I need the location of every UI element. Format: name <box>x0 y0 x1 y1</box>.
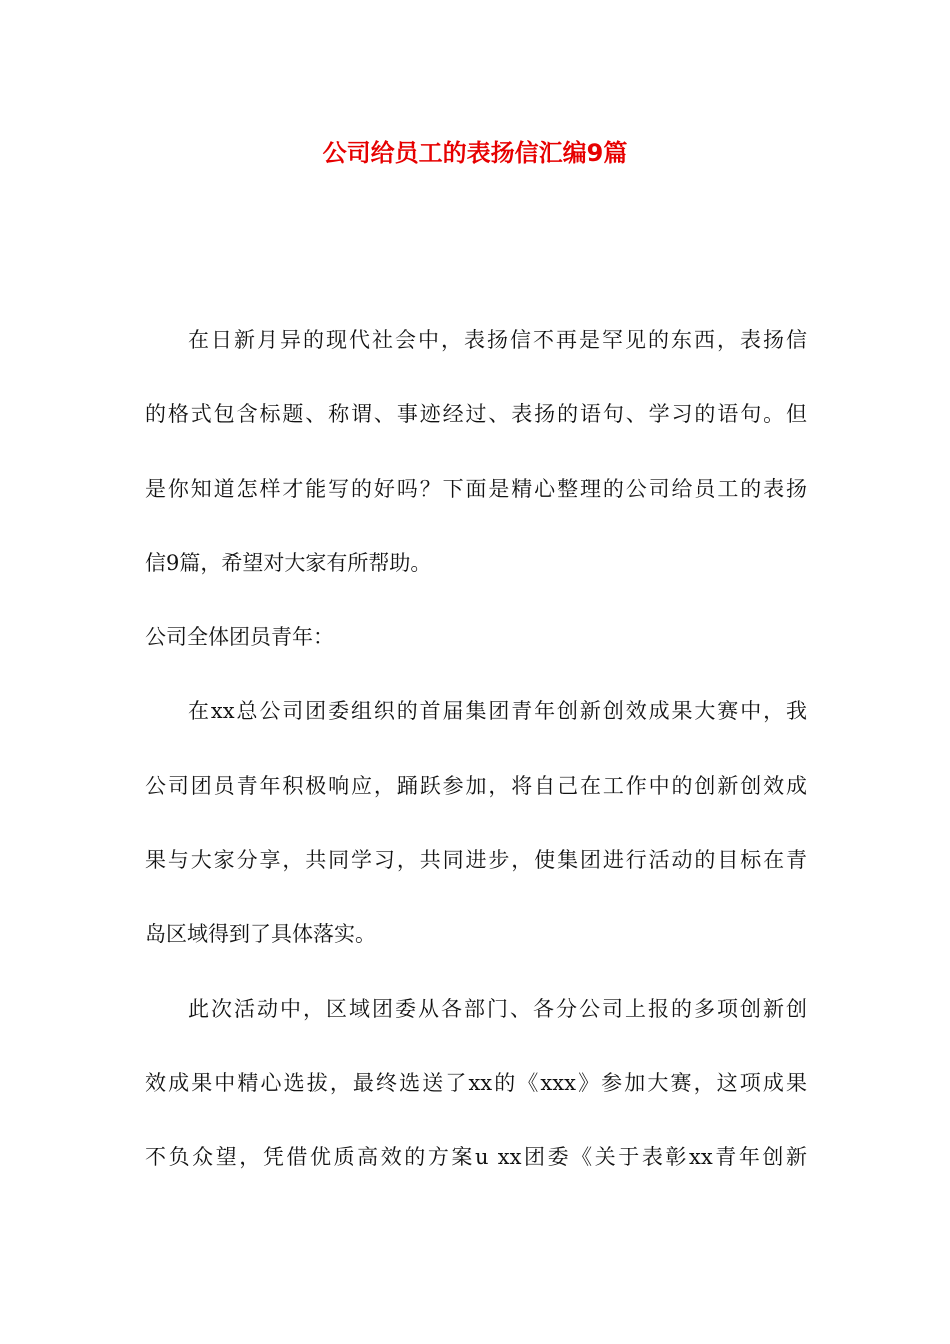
document-title: 公司给员工的表扬信汇编9篇 <box>322 139 628 167</box>
body-line: 公司团员青年积极响应，踊跃参加，将自己在工作中的创新创效成 <box>145 773 807 798</box>
body-line: 果与大家分享，共同学习，共同进步，使集团进行活动的目标在青 <box>145 848 807 873</box>
body-line: 公司全体团员青年： <box>145 625 334 650</box>
document-body <box>145 322 807 1214</box>
body-line: 信9篇，希望对大家有所帮助。 <box>145 550 432 575</box>
body-line: 在日新月异的现代社会中，表扬信不再是罕见的东西，表扬信 <box>188 328 807 352</box>
body-line: 在xx总公司团委组织的首届集团青年创新创效成果大赛中，我 <box>188 699 807 724</box>
body-line: 不负众望，凭借优质高效的方案u xx团委《关于表彰xx青年创新 <box>145 1145 807 1170</box>
body-line: 效成果中精心选拔，最终选送了xx的《xxx》参加大赛，这项成果 <box>145 1070 807 1095</box>
body-line: 的格式包含标题、称谓、事迹经过、表扬的语句、学习的语句。但 <box>145 402 807 427</box>
body-line: 岛区域得到了具体落实。 <box>145 922 376 947</box>
body-line: 是你知道怎样才能写的好吗？下面是精心整理的公司给员工的表扬 <box>145 476 807 501</box>
body-line: 此次活动中，区域团委从各部门、各分公司上报的多项创新创 <box>188 996 807 1021</box>
